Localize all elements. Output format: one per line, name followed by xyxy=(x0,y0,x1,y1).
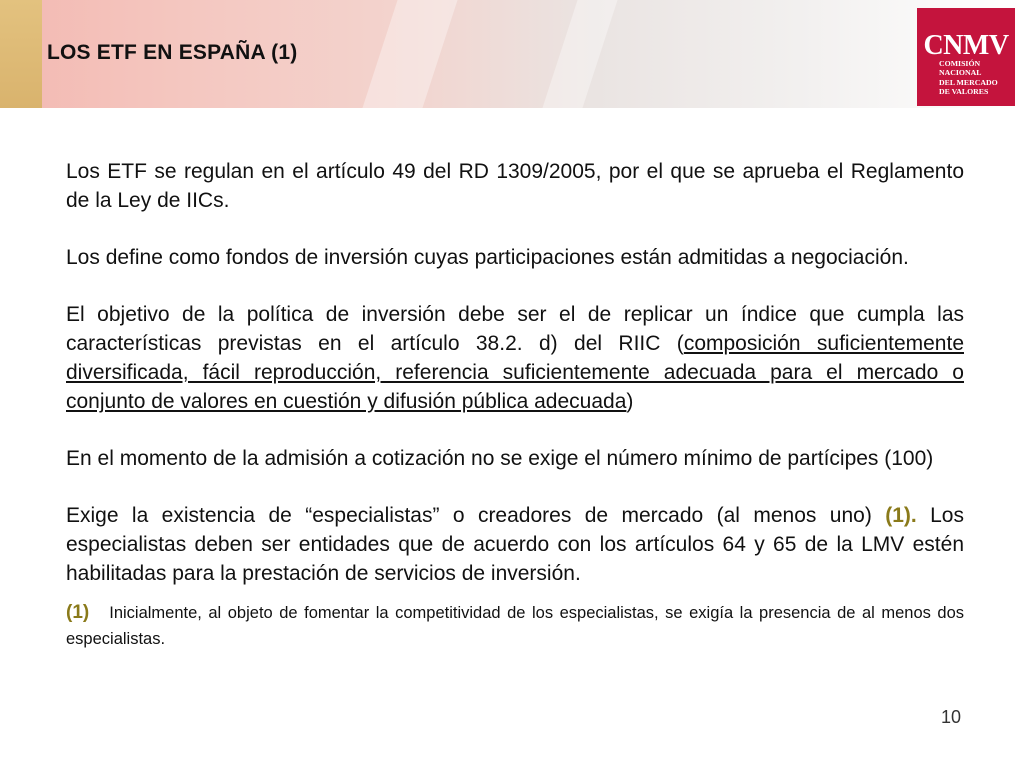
header-banner xyxy=(0,0,1024,108)
paragraph-regulation: Los ETF se regulan en el artículo 49 del RD 1309/2005, por el que se aprueba el Reglamento de la Ley de IICs. xyxy=(66,160,964,212)
cnmv-logo xyxy=(917,8,1015,106)
paragraph-specialists xyxy=(66,501,964,588)
logo-line: DE VALORES xyxy=(939,87,989,97)
objective-close: ) xyxy=(626,390,634,413)
logo-line: COMISIÓN xyxy=(939,59,981,68)
footnote-reference: (1). xyxy=(885,504,917,527)
header-stripe xyxy=(362,0,457,108)
logo-subtitle xyxy=(939,59,998,97)
specialists-intro: Exige la existencia de “especialistas” o creadores de mercado (al menos uno) xyxy=(66,504,886,527)
logo-line: DEL MERCADO xyxy=(939,77,998,87)
logo-line: NACIONAL xyxy=(939,68,982,78)
slide-content xyxy=(66,157,964,652)
header-accent-bar xyxy=(0,0,42,108)
paragraph-objective xyxy=(66,300,964,416)
paragraph-definition: Los define como fondos de inversión cuyas participaciones están admitidas a negociación. xyxy=(66,246,909,269)
objective-criteria: composición suficientemente diversificada, fácil reproducción, referencia suficientemente adecuada para el mercado o conjunto de valores en cuestión y difusión pública adecuada xyxy=(66,332,964,413)
page-number: 10 xyxy=(941,707,962,727)
logo-acronym: CNMV xyxy=(923,30,1009,61)
footnote xyxy=(66,600,964,652)
page-title: LOS ETF EN ESPAÑA (1) xyxy=(47,41,298,64)
paragraph-admission: En el momento de la admisión a cotización no se exige el número mínimo de partícipes (100) xyxy=(66,447,934,470)
objective-intro: El objetivo de la política de inversión debe ser el de replicar un índice que cumpla las características previstas en el artículo 38.2. d) del RIIC ( xyxy=(66,303,964,355)
header-stripe xyxy=(542,0,617,108)
footnote-text: Inicialmente, al objeto de fomentar la competitividad de los especialistas, se exigía la presencia de al menos dos especialistas. xyxy=(66,604,964,648)
footnote-marker: (1) xyxy=(66,602,90,623)
specialists-rest: Los especialistas deben ser entidades que de acuerdo con los artículos 64 y 65 de la LMV estén habilitadas para la prestación de servicios de inversión. xyxy=(66,504,964,585)
